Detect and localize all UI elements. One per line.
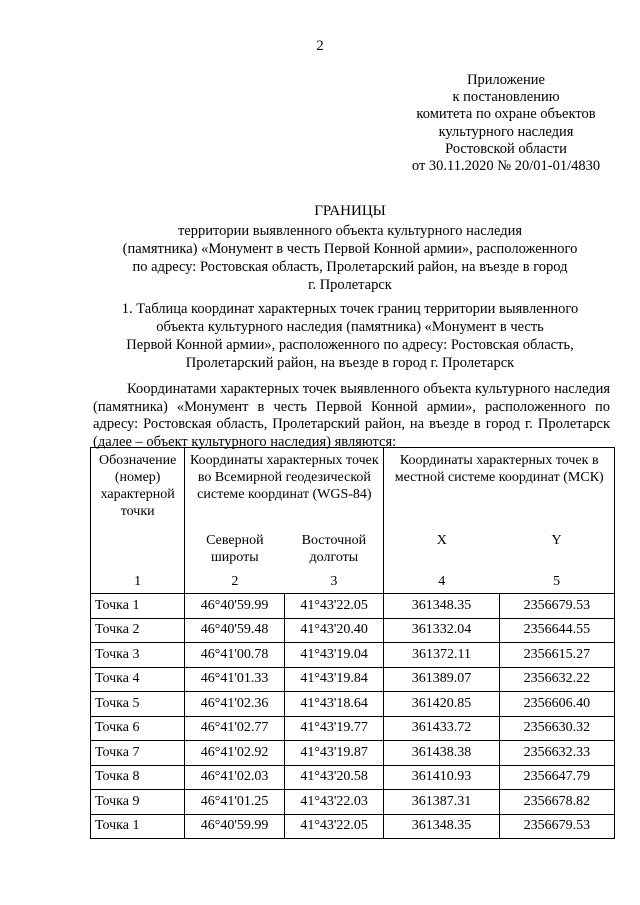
- header-east-longitude: Восточной долготы: [284, 532, 384, 570]
- point-name-cell: Точка 2: [91, 618, 185, 643]
- x-coordinate-cell: 361420.85: [384, 692, 499, 717]
- longitude-cell: 41°43'19.77: [284, 716, 384, 741]
- subtitle-line: по адресу: Ростовская область, Пролетарский район, на въезде в город: [132, 259, 568, 275]
- subtitle-line: территории выявленного объекта культурного наследия: [177, 223, 523, 239]
- longitude-cell: 41°43'18.64: [284, 692, 384, 717]
- longitude-cell: 41°43'22.03: [284, 790, 384, 815]
- coordinates-table: [90, 447, 615, 839]
- header-x: X: [384, 532, 499, 570]
- point-name-cell: Точка 7: [91, 741, 185, 766]
- point-name-cell: Точка 1: [91, 594, 185, 619]
- y-coordinate-cell: 2356678.82: [499, 790, 614, 815]
- table-row: [91, 790, 615, 815]
- table-row: [91, 618, 615, 643]
- subtitle-line: (памятника) «Монумент в честь Первой Конной армии», расположенного: [122, 241, 578, 257]
- x-coordinate-cell: 361372.11: [384, 643, 499, 668]
- table-row: [91, 716, 615, 741]
- latitude-cell: 46°40'59.48: [185, 618, 285, 643]
- longitude-cell: 41°43'19.87: [284, 741, 384, 766]
- intro-paragraph: Координатами характерных точек выявленного объекта культурного наследия (памятника) «Монумент в честь Первой Конной армии», расположенного по адресу: Ростовская область, Пролетарский район, на въезде в город г. Пролетарск (далее – объект культурного наследия) являются:: [93, 381, 610, 450]
- document-subtitle: [90, 222, 610, 294]
- point-name-cell: Точка 3: [91, 643, 185, 668]
- point-name-cell: Точка 4: [91, 667, 185, 692]
- point-name-cell: Точка 6: [91, 716, 185, 741]
- header-north-latitude: Северной широты: [185, 532, 285, 570]
- latitude-cell: 46°40'59.99: [185, 594, 285, 619]
- appendix-line: от 30.11.2020 № 20/01-01/4830: [411, 158, 601, 175]
- header-wgs-group: Координаты характерных точек во Всемирной геодезической системе координат (WGS-84): [185, 448, 384, 533]
- document-title: ГРАНИЦЫ: [314, 203, 386, 219]
- point-name-cell: Точка 1: [91, 814, 185, 839]
- appendix-block: [390, 72, 622, 175]
- y-coordinate-cell: 2356647.79: [499, 765, 614, 790]
- latitude-cell: 46°41'02.92: [185, 741, 285, 766]
- appendix-line: культурного наследия: [438, 123, 574, 140]
- coordinates-table-body: [91, 594, 615, 839]
- section-heading: [90, 300, 610, 372]
- page-number: 2: [316, 38, 324, 54]
- longitude-cell: 41°43'22.05: [284, 594, 384, 619]
- longitude-cell: 41°43'22.05: [284, 814, 384, 839]
- y-coordinate-cell: 2356679.53: [499, 594, 614, 619]
- x-coordinate-cell: 361348.35: [384, 594, 499, 619]
- x-coordinate-cell: 361332.04: [384, 618, 499, 643]
- y-coordinate-cell: 2356679.53: [499, 814, 614, 839]
- latitude-cell: 46°41'00.78: [185, 643, 285, 668]
- table-row: [91, 692, 615, 717]
- table-row: [91, 667, 615, 692]
- y-coordinate-cell: 2356632.33: [499, 741, 614, 766]
- table-row: [91, 594, 615, 619]
- point-name-cell: Точка 8: [91, 765, 185, 790]
- latitude-cell: 46°41'02.03: [185, 765, 285, 790]
- x-coordinate-cell: 361438.38: [384, 741, 499, 766]
- header-y: Y: [499, 532, 614, 570]
- longitude-cell: 41°43'20.58: [284, 765, 384, 790]
- longitude-cell: 41°43'19.04: [284, 643, 384, 668]
- table-row: [91, 643, 615, 668]
- section-heading-line: 1. Таблица координат характерных точек границ территории выявленного: [121, 301, 579, 317]
- header-point-designation: Обозначение (номер) характерной точки: [91, 448, 185, 571]
- y-coordinate-cell: 2356630.32: [499, 716, 614, 741]
- y-coordinate-cell: 2356606.40: [499, 692, 614, 717]
- appendix-line: к постановлению: [452, 89, 560, 106]
- point-name-cell: Точка 5: [91, 692, 185, 717]
- subtitle-line: г. Пролетарск: [308, 277, 392, 293]
- latitude-cell: 46°40'59.99: [185, 814, 285, 839]
- table-row: [91, 741, 615, 766]
- header-col-number: 4: [384, 570, 499, 594]
- table-row: [91, 814, 615, 839]
- x-coordinate-cell: 361433.72: [384, 716, 499, 741]
- latitude-cell: 46°41'02.36: [185, 692, 285, 717]
- x-coordinate-cell: 361387.31: [384, 790, 499, 815]
- header-col-number: 2: [185, 570, 285, 594]
- latitude-cell: 46°41'02.77: [185, 716, 285, 741]
- longitude-cell: 41°43'19.84: [284, 667, 384, 692]
- section-heading-line: Пролетарский район, на въезде в город г. Пролетарск: [185, 355, 515, 371]
- appendix-line: Приложение: [467, 72, 545, 88]
- y-coordinate-cell: 2356632.22: [499, 667, 614, 692]
- section-heading-line: объекта культурного наследия (памятника) «Монумент в честь: [156, 319, 544, 335]
- section-heading-line: Первой Конной армии», расположенного по адресу: Ростовская область,: [126, 337, 574, 353]
- table-row: [91, 765, 615, 790]
- latitude-cell: 46°41'01.33: [185, 667, 285, 692]
- y-coordinate-cell: 2356644.55: [499, 618, 614, 643]
- x-coordinate-cell: 361410.93: [384, 765, 499, 790]
- x-coordinate-cell: 361348.35: [384, 814, 499, 839]
- latitude-cell: 46°41'01.25: [185, 790, 285, 815]
- longitude-cell: 41°43'20.40: [284, 618, 384, 643]
- header-col-number: 1: [91, 570, 185, 594]
- appendix-line: комитета по охране объектов: [416, 106, 596, 123]
- appendix-line: Ростовской области: [445, 140, 567, 157]
- header-col-number: 3: [284, 570, 384, 594]
- header-col-number: 5: [499, 570, 614, 594]
- header-msk-group: Координаты характерных точек в местной системе координат (МСК): [384, 448, 615, 533]
- x-coordinate-cell: 361389.07: [384, 667, 499, 692]
- point-name-cell: Точка 9: [91, 790, 185, 815]
- y-coordinate-cell: 2356615.27: [499, 643, 614, 668]
